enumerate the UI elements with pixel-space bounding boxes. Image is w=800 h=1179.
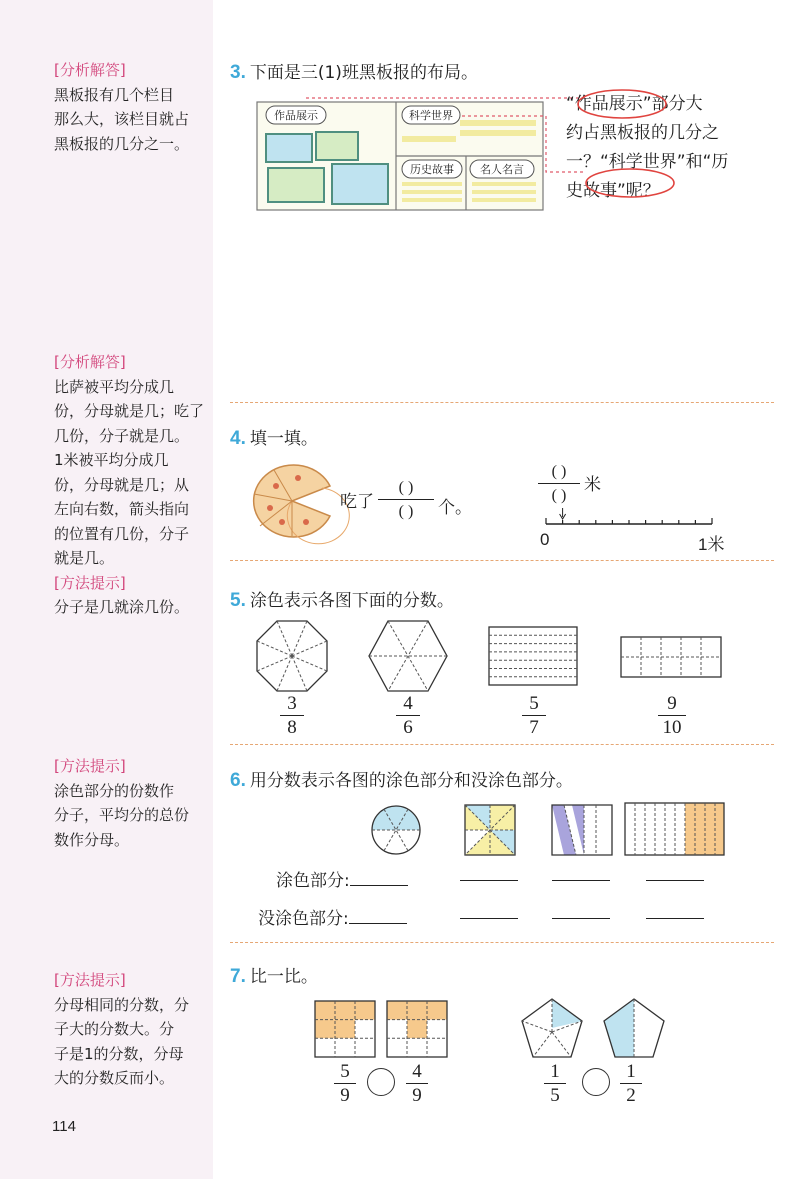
meter-unit: 米	[584, 475, 601, 495]
question-number: 3.	[230, 62, 246, 83]
tip-tag: [方法提示]	[54, 971, 126, 989]
tip-line: 子大的分数大。分	[54, 1020, 175, 1038]
question-7-title	[230, 962, 318, 988]
fraction-4-9	[406, 1062, 428, 1105]
separator	[230, 560, 774, 561]
separator	[230, 744, 774, 745]
fraction-numerator: 1	[550, 1061, 560, 1082]
fraction-numerator: ( )	[551, 463, 567, 480]
fraction-denominator: 8	[287, 717, 297, 738]
pizza-suffix: 个。	[438, 498, 472, 518]
fraction-denominator: 9	[412, 1085, 422, 1106]
pizza-image	[252, 464, 334, 538]
page-number: 114	[52, 1118, 76, 1135]
tip-line: 分子是几就涂几份。	[54, 598, 190, 616]
fraction-denominator: 6	[403, 717, 413, 738]
board-label: 历史故事	[410, 163, 454, 176]
striped-rectangle-shape	[624, 802, 726, 858]
tip-line: 涂色部分的份数作	[54, 781, 175, 800]
grid-rectangle-shape	[620, 636, 724, 680]
unshaded-answer-blank[interactable]	[646, 904, 704, 924]
tip-line: 分母相同的分数，分	[54, 995, 190, 1014]
fraction-denominator: ( )	[551, 487, 567, 504]
fraction-1-2	[620, 1062, 642, 1105]
tip-line: 的位置有几份，分子	[54, 524, 190, 543]
tip-line: 比萨被平均分成几	[54, 377, 175, 396]
shaded-answer-blank[interactable]	[460, 866, 518, 886]
q3-line: 一？“科学世界”和“历	[566, 152, 729, 172]
shaded-label: 涂色部分:	[276, 871, 350, 891]
fraction-numerator: 5	[340, 1061, 350, 1082]
tip-line: 几份，分子就是几。	[54, 426, 190, 445]
question-5-title	[230, 586, 454, 612]
fraction-9-10	[658, 694, 686, 737]
tip-line: 子是1的分数，分母	[54, 1044, 184, 1063]
fraction-numerator: 5	[529, 693, 539, 714]
shaded-square-shape	[464, 804, 518, 856]
question-6-title	[230, 766, 573, 792]
fraction-denominator: ( )	[398, 503, 414, 520]
fraction-numerator: 3	[287, 693, 297, 714]
tip-line: 份，分母就是几；吃了	[54, 402, 205, 420]
unshaded-answer-blank[interactable]	[460, 904, 518, 924]
question-text: 涂色表示各图下面的分数。	[249, 591, 454, 611]
fraction-5-7	[522, 694, 546, 737]
unshaded-answer-blank[interactable]	[552, 904, 610, 924]
question-number: 7.	[230, 966, 246, 987]
question-text: 用分数表示各图的涂色部分和没涂色部分。	[249, 771, 573, 791]
fraction-numerator: ( )	[398, 479, 414, 496]
pentagon-1-2	[602, 998, 666, 1060]
fraction-denominator: 5	[550, 1085, 560, 1106]
unshaded-row	[258, 904, 407, 929]
shaded-answer-blank[interactable]	[646, 866, 704, 886]
hexagon-shape	[368, 620, 448, 692]
question-number: 5.	[230, 590, 246, 611]
tip-line: 数作分母。	[54, 830, 130, 849]
tip-line: 就是几。	[54, 549, 115, 567]
tip-line: 那么大，该栏目就占	[54, 110, 190, 128]
grid-square-4-9	[386, 1000, 448, 1058]
question-text: 比一比。	[249, 967, 318, 987]
fraction-denominator: 2	[626, 1085, 636, 1106]
tip-line: 黑板报的几分之一。	[54, 134, 190, 153]
compare-circle[interactable]	[367, 1068, 395, 1096]
tip-tag: [分析解答]	[54, 61, 126, 79]
shaded-row	[276, 866, 408, 891]
fraction-denominator: 9	[340, 1085, 350, 1106]
fraction-numerator: 4	[403, 693, 413, 714]
lined-rectangle-shape	[488, 626, 580, 688]
unshaded-label: 没涂色部分:	[258, 909, 349, 929]
question-4-title	[230, 424, 318, 450]
q3-line: “作品展示”部分大	[566, 94, 703, 114]
fraction-denominator: 7	[529, 717, 539, 738]
fraction-numerator: 1	[626, 1061, 636, 1082]
separator	[230, 942, 774, 943]
tip-line: 1米被平均分成几	[54, 451, 169, 469]
pizza-prefix: 吃了	[340, 492, 374, 512]
compare-circle[interactable]	[582, 1068, 610, 1096]
tip-line: 分子，平均分的总份	[54, 806, 190, 824]
fraction-5-9	[334, 1062, 356, 1105]
meter-answer-fraction	[538, 462, 580, 505]
board-label: 名人名言	[480, 163, 524, 176]
q3-line: 史故事”呢？	[566, 181, 660, 201]
separator	[230, 402, 774, 403]
tip-line: 黑板报有几个栏目	[54, 85, 175, 104]
board-label: 科学世界	[409, 109, 453, 122]
shaded-circle-shape	[370, 804, 422, 856]
number-line	[546, 508, 716, 532]
ruler-start-label: 0	[540, 530, 550, 549]
tip-tag: [分析解答]	[54, 353, 126, 371]
pizza-answer-fraction	[378, 478, 434, 521]
question-number: 4.	[230, 428, 246, 449]
question-text: 下面是三(1)班黑板报的布局。	[249, 63, 478, 83]
fraction-numerator: 4	[412, 1061, 422, 1082]
grid-square-5-9	[314, 1000, 376, 1058]
fraction-1-5	[544, 1062, 566, 1105]
pentagon-1-5	[520, 998, 584, 1060]
tip-line: 大的分数反而小。	[54, 1069, 175, 1087]
tip-tag: [方法提示]	[54, 573, 126, 592]
question-number: 6.	[230, 770, 246, 791]
shaded-parallelogram-shape	[550, 804, 614, 856]
fraction-denominator: 10	[662, 717, 682, 738]
board-label: 作品展示	[274, 109, 318, 122]
fraction-3-8	[280, 694, 304, 737]
shaded-answer-blank[interactable]	[552, 866, 610, 886]
fraction-numerator: 9	[667, 693, 677, 714]
tip-line: 份，分母就是几；从	[54, 475, 190, 494]
tip-line: 左向右数，箭头指向	[54, 500, 190, 518]
tip-tag: [方法提示]	[54, 757, 126, 775]
question-text: 填一填。	[249, 429, 318, 449]
octagon-shape	[256, 620, 328, 692]
ruler-end-label: 1米	[698, 535, 725, 554]
q3-line: 约占黑板报的几分之	[566, 123, 719, 143]
fraction-4-6	[396, 694, 420, 737]
